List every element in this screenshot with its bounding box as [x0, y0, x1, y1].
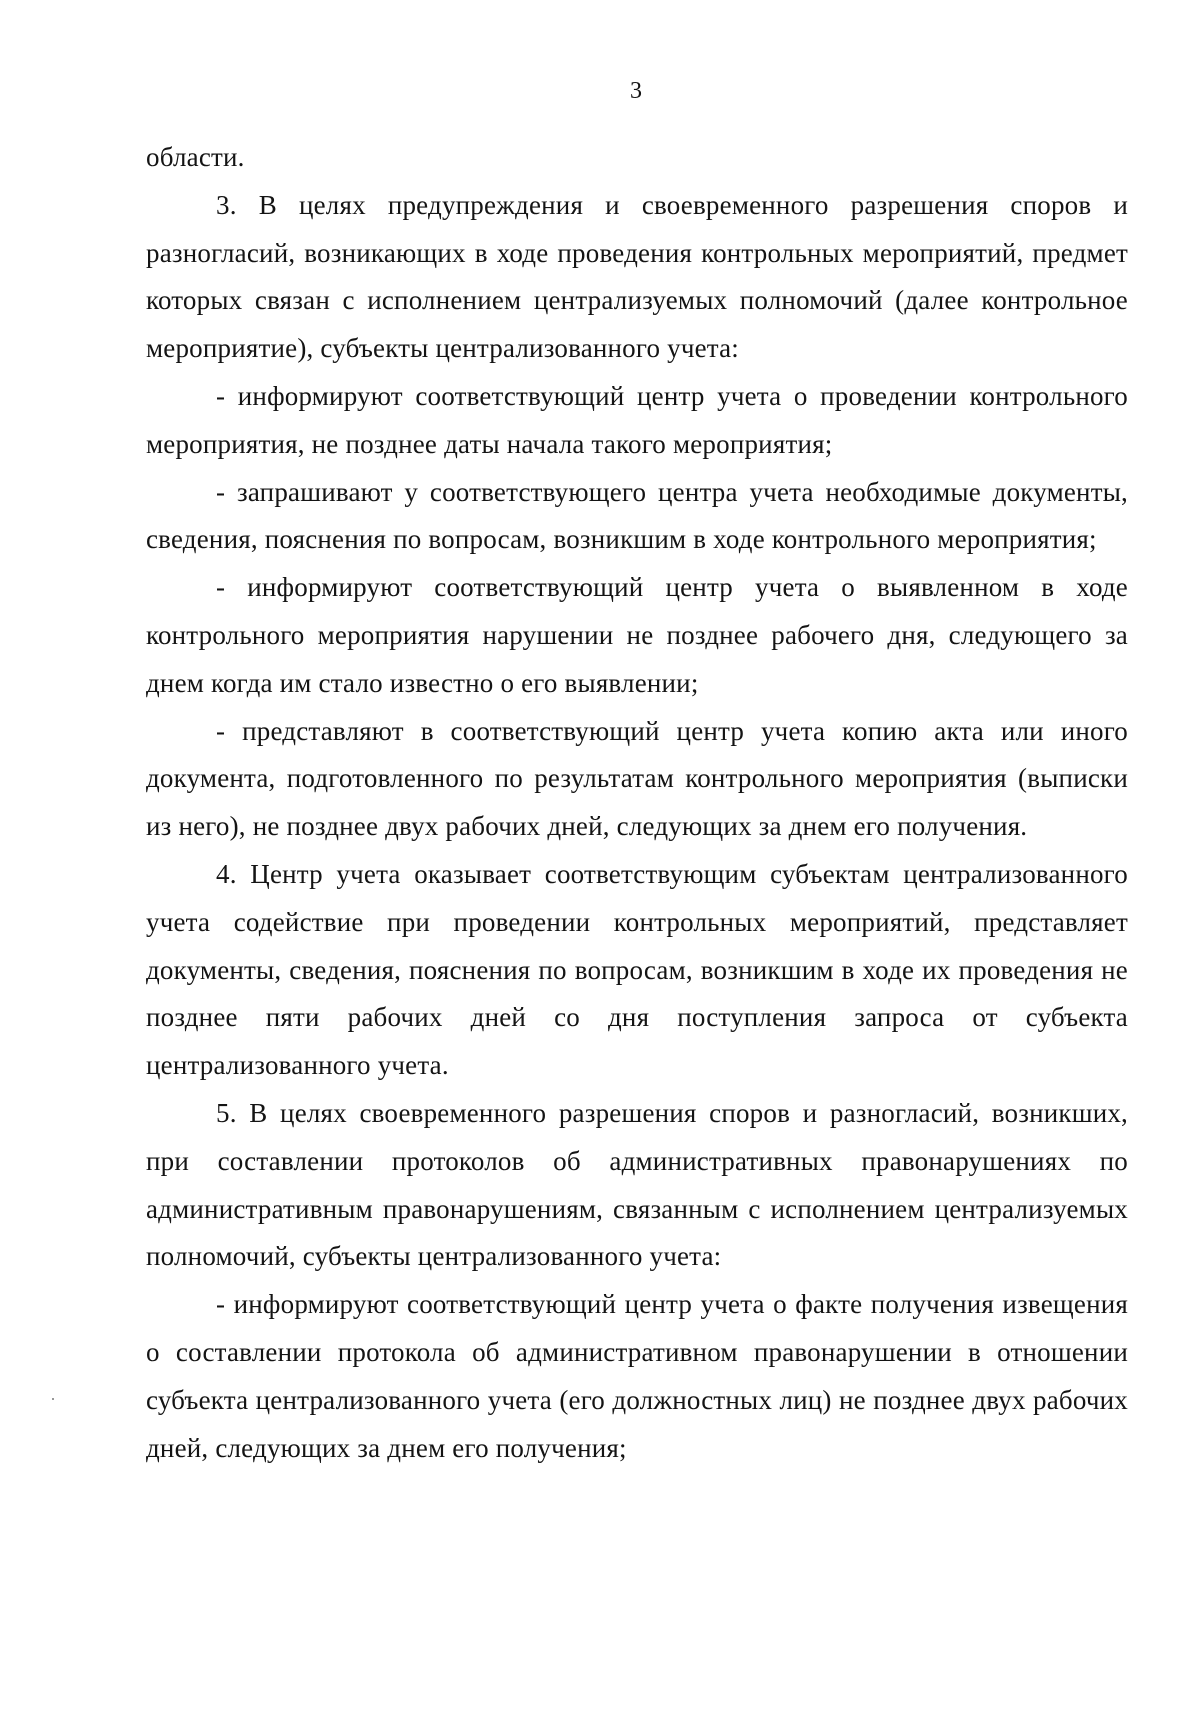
paragraph-bullet-request-documents: - запрашивают у соответствующего центра учета необходимые документы, сведения, пояснения по вопросам, возникшим в ходе контрольного мероприятия; [146, 476, 1128, 555]
paragraph-item-5: 5. В целях своевременного разрешения споров и разногласий, возникших, при составлении протоколов об административных правонарушениях по административным правонарушениям, связанным с исполнением централизуемых полномочий, субъекты централизованного учета: [146, 1097, 1128, 1272]
page-number: 3 [630, 78, 642, 104]
paragraph-bullet-inform-start: - информируют соответствующий центр учета о проведении контрольного мероприятия, не позднее даты начала такого мероприятия; [146, 380, 1128, 459]
paragraph-item-4: 4. Центр учета оказывает соответствующим субъектам централизованного учета содействие при проведении контрольных мероприятий, представляет документы, сведения, пояснения по вопросам, возникшим в ходе их проведения не позднее пяти рабочих дней со дня поступления запроса от субъекта централизованного учета. [146, 858, 1128, 1081]
paragraph-bullet-inform-protocol: - информируют соответствующий центр учета о факте получения извещения о составлении протокола об административном правонарушении в отношении субъекта централизованного учета (его должностных лиц) не позднее двух рабочих дней, следующих за днем его получения; [146, 1289, 1128, 1463]
paragraph-item-3: 3. В целях предупреждения и своевременного разрешения споров и разногласий, возникающих в ходе проведения контрольных мероприятий, предмет которых связан с исполнением централизуемых полномочий (далее контрольное мероприятие), субъекты централизованного учета: [146, 189, 1128, 364]
paragraph-bullet-provide-act: - представляют в соответствующий центр учета копию акта или иного документа, подготовленного по результатам контрольного мероприятия (выписки из него), не позднее двух рабочих дней, следующих за днем его получения. [146, 715, 1128, 842]
document-body [146, 134, 1128, 1472]
scan-speck [52, 1398, 54, 1400]
paragraph-bullet-inform-violation: - информируют соответствующий центр учета о выявленном в ходе контрольного мероприятия нарушении не позднее рабочего дня, следующего за днем когда им стало известно о его выявлении; [146, 572, 1128, 698]
paragraph-continuation: области. [146, 142, 245, 172]
